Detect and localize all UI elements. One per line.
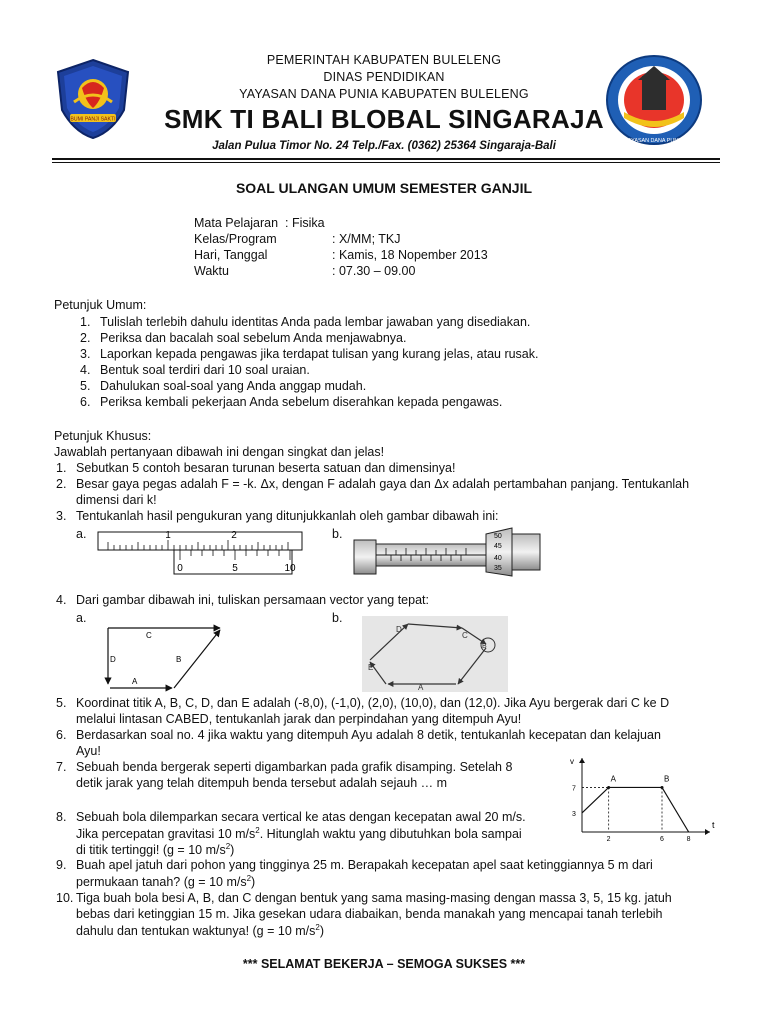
question-5 [56, 696, 669, 710]
text-fragment: ) [251, 875, 256, 890]
vector-diagram-b [362, 616, 508, 692]
question-text: Sebuah benda bergerak seperti digambarkan pada grafik disamping. Setelah 8 [76, 760, 513, 774]
item-text: Dahulukan soal-soal yang Anda anggap mudah. [100, 379, 367, 393]
question-text: Besar gaya pegas adalah F = -k. Δx, dengan F adalah gaya dan Δx adalah pertambahan panjang. Tentukanlah [76, 477, 690, 491]
umum-heading: Petunjuk Umum: [54, 298, 147, 312]
info-value: : Fisika [285, 216, 325, 230]
text-fragment: . Hitunglah waktu yang dibutuhkan bola sampai [259, 827, 522, 842]
option-b-label: b. [332, 527, 343, 541]
question-text: Sebuah bola dilemparkan secara vertical ke atas dengan kecepatan awal 20 m/s. [76, 810, 526, 824]
superscript: 2 [315, 923, 320, 932]
y-axis-arrow [579, 758, 585, 763]
list-item [80, 331, 406, 345]
question-2-cont: dimensi dari k! [76, 493, 157, 507]
question-4 [56, 593, 429, 607]
question-number: 5. [56, 696, 67, 710]
micrometer-scale-label: 40 [494, 555, 502, 562]
question-number: 10. [56, 891, 74, 905]
header-line-3: YAYASAN DANA PUNIA KABUPATEN BULELENG [239, 87, 529, 101]
question-number: 3. [56, 509, 67, 523]
item-number: 2. [80, 331, 91, 345]
data-point [661, 786, 664, 789]
vector-label: D [110, 655, 116, 664]
x-axis-arrow [705, 829, 710, 835]
option-a-label: a. [76, 611, 87, 625]
caliper-vernier-tick-label: 0 [177, 563, 183, 574]
option-a-label: a. [76, 527, 87, 541]
vector-label: C [146, 631, 152, 640]
question-10-cont: bebas dari ketinggian 15 m. Jika gesekan udara diabaikan, benda manakah yang mencapai tanah terlebih [76, 907, 663, 921]
y-axis-label: v [570, 757, 574, 766]
x-tick-label: 6 [660, 836, 664, 842]
info-label: Waktu [194, 264, 229, 278]
micrometer-scale-label: 45 [494, 543, 502, 550]
y-tick-label: 7 [572, 785, 576, 793]
khusus-heading: Petunjuk Khusus: [54, 429, 152, 443]
info-label: Kelas/Program [194, 232, 277, 246]
vernier-caliper-figure [96, 524, 306, 576]
question-text: Koordinat titik A, B, C, D, dan E adalah (-8,0), (-1,0), (2,0), (10,0), dan (12,0). Jika Ayu bergerak dari C ke D [76, 696, 670, 710]
list-item [80, 363, 310, 377]
question-text: Buah apel jatuh dari pohon yang tingginya 25 m. Berapakah kecepatan apel saat ketinggiannya 5 m dari [76, 858, 653, 872]
x-tick-label: 2 [606, 836, 611, 842]
question-5-cont: melalui lintasan CABED, tentukanlah jarak dan perpindahan yang ditempuh Ayu! [76, 712, 522, 726]
question-text: Berdasarkan soal no. 4 jika waktu yang ditempuh Ayu adalah 8 detik, tentukanlah kecepatan dan kelajuan [76, 728, 661, 742]
list-item [80, 379, 366, 393]
micrometer-scale-label: 50 [494, 533, 502, 540]
item-number: 3. [80, 347, 91, 361]
list-item [80, 347, 538, 361]
question-text: Tentukanlah hasil pengukuran yang ditunjukkanlah oleh gambar dibawah ini: [76, 509, 499, 523]
question-text: Tiga buah bola besi A, B, dan C dengan bentuk yang sama masing-masing dengan massa 3, 5, 15 kg. jatuh [76, 891, 672, 905]
question-2 [56, 477, 689, 491]
info-label: Mata Pelajaran [194, 216, 279, 230]
y-tick-label: 3 [572, 810, 576, 818]
closing-message: *** SELAMAT BEKERJA – SEMOGA SUKSES *** [242, 957, 526, 971]
item-text: Bentuk soal terdiri dari 10 soal uraian. [100, 363, 310, 377]
list-item [80, 395, 502, 409]
left-logo-text: BUMI PANJI SAKTI [70, 116, 116, 123]
velocity-series-line [582, 787, 689, 832]
header-rule [52, 158, 720, 160]
question-number: 4. [56, 593, 67, 607]
info-value: : X/MM; TKJ [332, 232, 401, 246]
text-fragment: Jika percepatan gravitasi 10 m/s [76, 827, 256, 842]
question-number: 7. [56, 760, 67, 774]
point-label: B [664, 774, 670, 784]
school-name: SMK TI BALI BLOBAL SINGARAJA [164, 104, 604, 134]
question-number: 1. [56, 461, 67, 475]
question-6 [56, 728, 661, 742]
vector-label: B [482, 643, 487, 650]
text-fragment: di titik tertinggi! (g = 10 m/s [76, 843, 226, 858]
question-7 [56, 760, 512, 774]
text-fragment: dahulu dan tentukan waktunya! (g = 10 m/s [76, 924, 316, 939]
data-point [607, 786, 610, 789]
khusus-intro: Jawablah pertanyaan dibawah ini dengan singkat dan jelas! [54, 445, 385, 459]
question-10-cont [76, 923, 324, 938]
superscript: 2 [246, 874, 252, 883]
vector-label: E [368, 663, 374, 672]
info-value: : 07.30 – 09.00 [332, 264, 416, 278]
info-label: Hari, Tanggal [194, 248, 268, 262]
list-item [80, 315, 530, 329]
item-text: Periksa kembali pekerjaan Anda sebelum diserahkan kepada pengawas. [100, 395, 503, 409]
info-value: : Kamis, 18 Nopember 2013 [332, 248, 488, 262]
x-tick-label: 8 [686, 836, 691, 842]
question-text: Sebutkan 5 contoh besaran turunan beserta satuan dan dimensinya! [76, 461, 456, 475]
right-logo-text: YAYASAN DANA PUNIA [624, 138, 684, 144]
header-line-2: DINAS PENDIDIKAN [323, 70, 445, 84]
vector-label: A [418, 683, 424, 692]
question-number: 8. [56, 810, 67, 824]
text-fragment: permukaan tanah? (g = 10 m/s [76, 875, 247, 890]
item-number: 6. [80, 395, 91, 409]
vector-label: D [396, 625, 402, 634]
item-number: 5. [80, 379, 91, 393]
vector-diagram-a [100, 620, 230, 692]
question-number: 9. [56, 858, 67, 872]
micrometer-figure [352, 526, 542, 578]
question-8 [56, 810, 526, 824]
vector-label: B [176, 655, 182, 664]
question-3 [56, 509, 499, 523]
caliper-main-tick-label: 1 [165, 530, 171, 541]
caliper-vernier-tick-label: 5 [232, 563, 238, 574]
question-10 [56, 891, 672, 905]
option-b-label: b. [332, 611, 343, 625]
header-line-1: PEMERINTAH KABUPATEN BULELENG [266, 53, 502, 67]
superscript: 2 [225, 842, 231, 851]
superscript: 2 [255, 826, 260, 835]
question-7-cont: detik jarak yang telah ditempuh benda tersebut adalah sejauh … m [76, 776, 448, 790]
vector-label: C [462, 631, 468, 640]
question-1 [56, 461, 455, 475]
question-9 [56, 858, 653, 872]
item-text: Tulislah terlebih dahulu identitas Anda pada lembar jawaban yang disediakan. [100, 315, 531, 329]
x-axis-label: t [712, 820, 715, 830]
question-6-cont: Ayu! [76, 744, 101, 758]
exam-title: SOAL ULANGAN UMUM SEMESTER GANJIL [235, 180, 533, 196]
question-8-cont [76, 826, 522, 841]
item-text: Periksa dan bacalah soal sebelum Anda menjawabnya. [100, 331, 407, 345]
vector-label: A [132, 677, 138, 686]
header-rule-thin [52, 162, 720, 163]
item-number: 4. [80, 363, 91, 377]
school-address: Jalan Pulua Timor No. 24 Telp./Fax. (0362) 25364 Singaraja-Bali [212, 140, 556, 152]
text-fragment: ) [230, 843, 235, 858]
question-number: 6. [56, 728, 67, 742]
velocity-time-chart [560, 754, 718, 842]
item-text: Laporkan kepada pengawas jika terdapat tulisan yang kurang jelas, atau rusak. [100, 347, 539, 361]
micrometer-scale-label: 35 [494, 565, 502, 572]
text-fragment: ) [319, 924, 325, 939]
caliper-main-tick-label: 2 [231, 530, 237, 541]
question-text: Dari gambar dibawah ini, tuliskan persamaan vector yang tepat: [76, 593, 429, 607]
question-8-cont [76, 842, 234, 857]
item-number: 1. [80, 315, 91, 329]
question-number: 2. [56, 477, 67, 491]
question-9-cont [76, 874, 255, 889]
point-label: A [610, 774, 617, 784]
caliper-vernier-tick-label: 10 [284, 563, 296, 574]
